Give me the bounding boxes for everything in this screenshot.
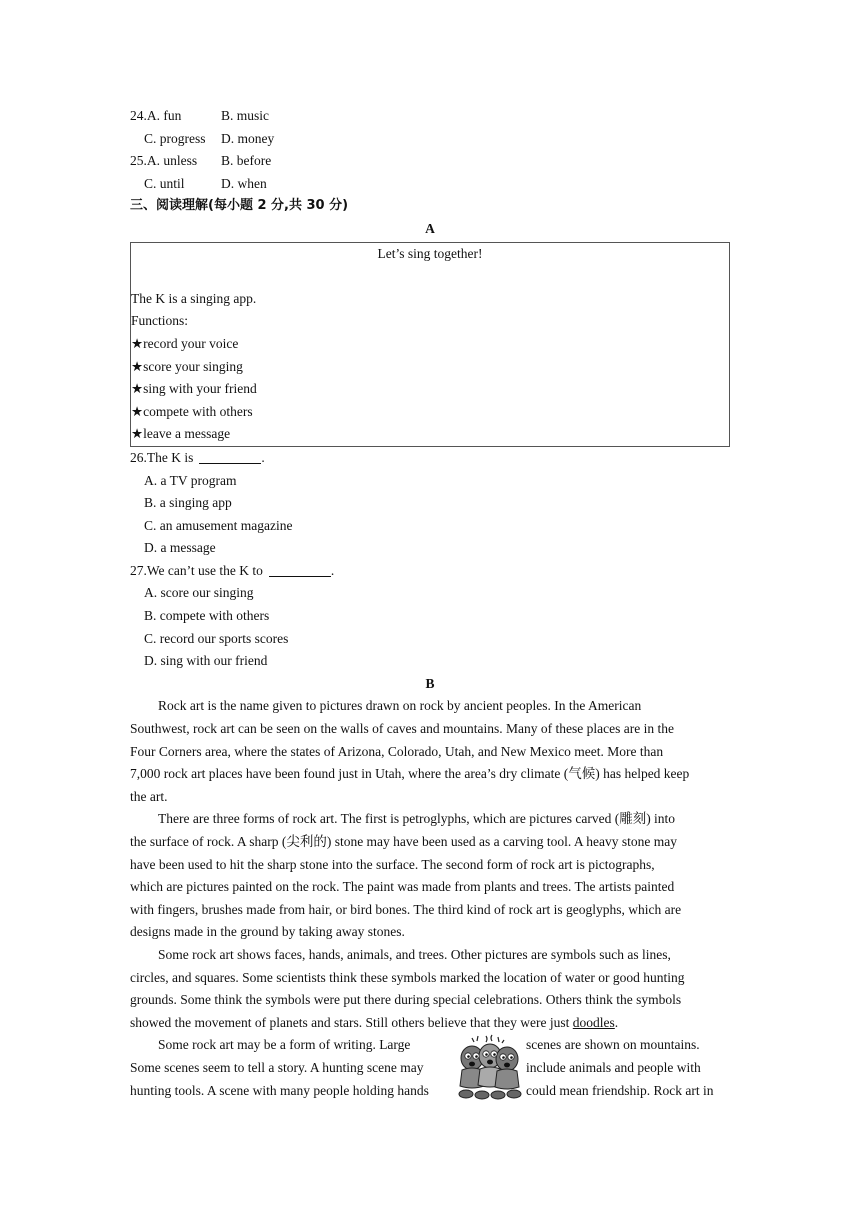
section-title: 三、阅读理解(每小题 2 分,共 30 分) <box>130 198 349 214</box>
function-item: ★leave a message <box>131 426 231 442</box>
paragraph-line: There are three forms of rock art. The first is petroglyphs, which are pictures carved (雕刻) into <box>158 811 676 827</box>
q24-option-b: B. music <box>221 108 270 123</box>
q26-stem-end: . <box>261 449 265 465</box>
passage-b-label: B <box>425 675 435 691</box>
q25-option-a: 25.A. unless <box>130 153 198 169</box>
q26-option-d: D. a message <box>144 540 216 556</box>
passage-b-paragraph-4 <box>130 1034 730 1102</box>
q25-option-c: C. until <box>144 175 185 191</box>
underlined-word-doodles: doodles <box>572 1014 615 1030</box>
paragraph-line: have been used to hit the sharp stone into the surface. The second form of rock art is pictographs, <box>130 856 655 872</box>
q27-option-a: A. score our singing <box>144 585 254 601</box>
paragraph-line-last <box>130 1012 730 1035</box>
function-item: ★record your voice <box>131 335 239 351</box>
paragraph-line: Some scenes seem to tell a story. A hunting scene may <box>130 1059 424 1075</box>
q26-option-a: A. a TV program <box>144 472 237 488</box>
paragraph-line: hunting tools. A scene with many people holding hands <box>130 1082 429 1098</box>
paragraph-line: which are pictures painted on the rock. The paint was made from plants and trees. The artists painted <box>130 879 675 895</box>
q24-row1 <box>130 105 730 128</box>
q24-option-d: D. money <box>221 130 275 146</box>
paragraph-line: circles, and squares. Some scientists think these symbols marked the location of water or good hunting <box>130 969 685 985</box>
paragraph-4-left-column <box>130 1034 452 1102</box>
cartoon-singing-figures-icon <box>452 1034 526 1102</box>
paragraph-line: Some rock art may be a form of writing. Large <box>158 1037 411 1053</box>
q24-option-a: 24.A. fun <box>130 108 182 123</box>
q26-blank <box>199 449 261 464</box>
function-item: ★compete with others <box>131 403 253 419</box>
q27-option-b: B. compete with others <box>144 608 270 624</box>
q27-stem-text: 27.We can’t use the K to <box>130 562 263 578</box>
q25-row2 <box>130 173 730 196</box>
q26-stem <box>130 447 730 470</box>
passage-a-box <box>130 242 730 447</box>
paragraph-line: Some rock art shows faces, hands, animals, and trees. Other pictures are symbols such as lines, <box>158 946 671 962</box>
rock-art-figures-illustration <box>452 1034 526 1102</box>
document-page <box>130 105 730 1102</box>
q24-row2 <box>130 128 730 151</box>
paragraph-line: scenes are shown on mountains. <box>526 1037 700 1053</box>
q27-stem-end: . <box>330 562 335 578</box>
passage-a-label: A <box>425 220 435 236</box>
q25-option-b: B. before <box>221 153 272 169</box>
box-spacer <box>131 265 729 288</box>
function-item: ★sing with your friend <box>131 381 257 397</box>
paragraph-line: the surface of rock. A sharp (尖利的) stone may have been used as a carving tool. A heavy stone may <box>130 834 677 849</box>
q27-option-c: C. record our sports scores <box>144 630 289 646</box>
q25-row1 <box>130 150 730 173</box>
paragraph-line: the art. <box>130 788 168 804</box>
paragraph-period: . <box>614 1014 619 1030</box>
paragraph-4-right-column <box>526 1034 730 1102</box>
paragraph-line: with fingers, brushes made from hair, or bird bones. The third kind of rock art is geoglyphs, which are <box>130 901 682 917</box>
paragraph-line: grounds. Some think the symbols were put there during special celebrations. Others think the symbols <box>130 992 682 1008</box>
passage-b-paragraph-2 <box>130 808 730 944</box>
q27-option-d: D. sing with our friend <box>144 653 268 669</box>
paragraph-line-text: showed the movement of planets and stars. Still others believe that they were just <box>130 1014 570 1030</box>
paragraph-line: Rock art is the name given to pictures drawn on rock by ancient peoples. In the American <box>158 698 642 714</box>
box-intro: The K is a singing app. <box>131 290 257 306</box>
q26-option-b: B. a singing app <box>144 495 232 511</box>
paragraph-line: Southwest, rock art can be seen on the walls of caves and mountains. Many of these places are in the <box>130 721 674 737</box>
q27-blank <box>269 562 331 577</box>
q25-option-d: D. when <box>221 175 267 191</box>
q26-option-c: C. an amusement magazine <box>144 517 293 533</box>
paragraph-line: designs made in the ground by taking away stones. <box>130 924 405 940</box>
paragraph-line: include animals and people with <box>526 1059 701 1075</box>
box-functions-label: Functions: <box>131 313 189 329</box>
paragraph-line: could mean friendship. Rock art in <box>526 1082 714 1098</box>
passage-b-paragraph-1 <box>130 695 730 808</box>
passage-b-paragraph-3 <box>130 944 730 1034</box>
paragraph-line: Four Corners area, where the states of Arizona, Colorado, Utah, and New Mexico meet. More than <box>130 743 664 759</box>
q24-option-c: C. progress <box>144 130 206 146</box>
q26-stem-text: 26.The K is <box>130 449 194 465</box>
paragraph-line: 7,000 rock art places have been found just in Utah, where the area’s dry climate (气候) has helped keep <box>130 766 690 782</box>
box-title: Let’s sing together! <box>377 245 483 261</box>
q27-stem <box>130 560 730 583</box>
function-item: ★score your singing <box>131 358 243 374</box>
